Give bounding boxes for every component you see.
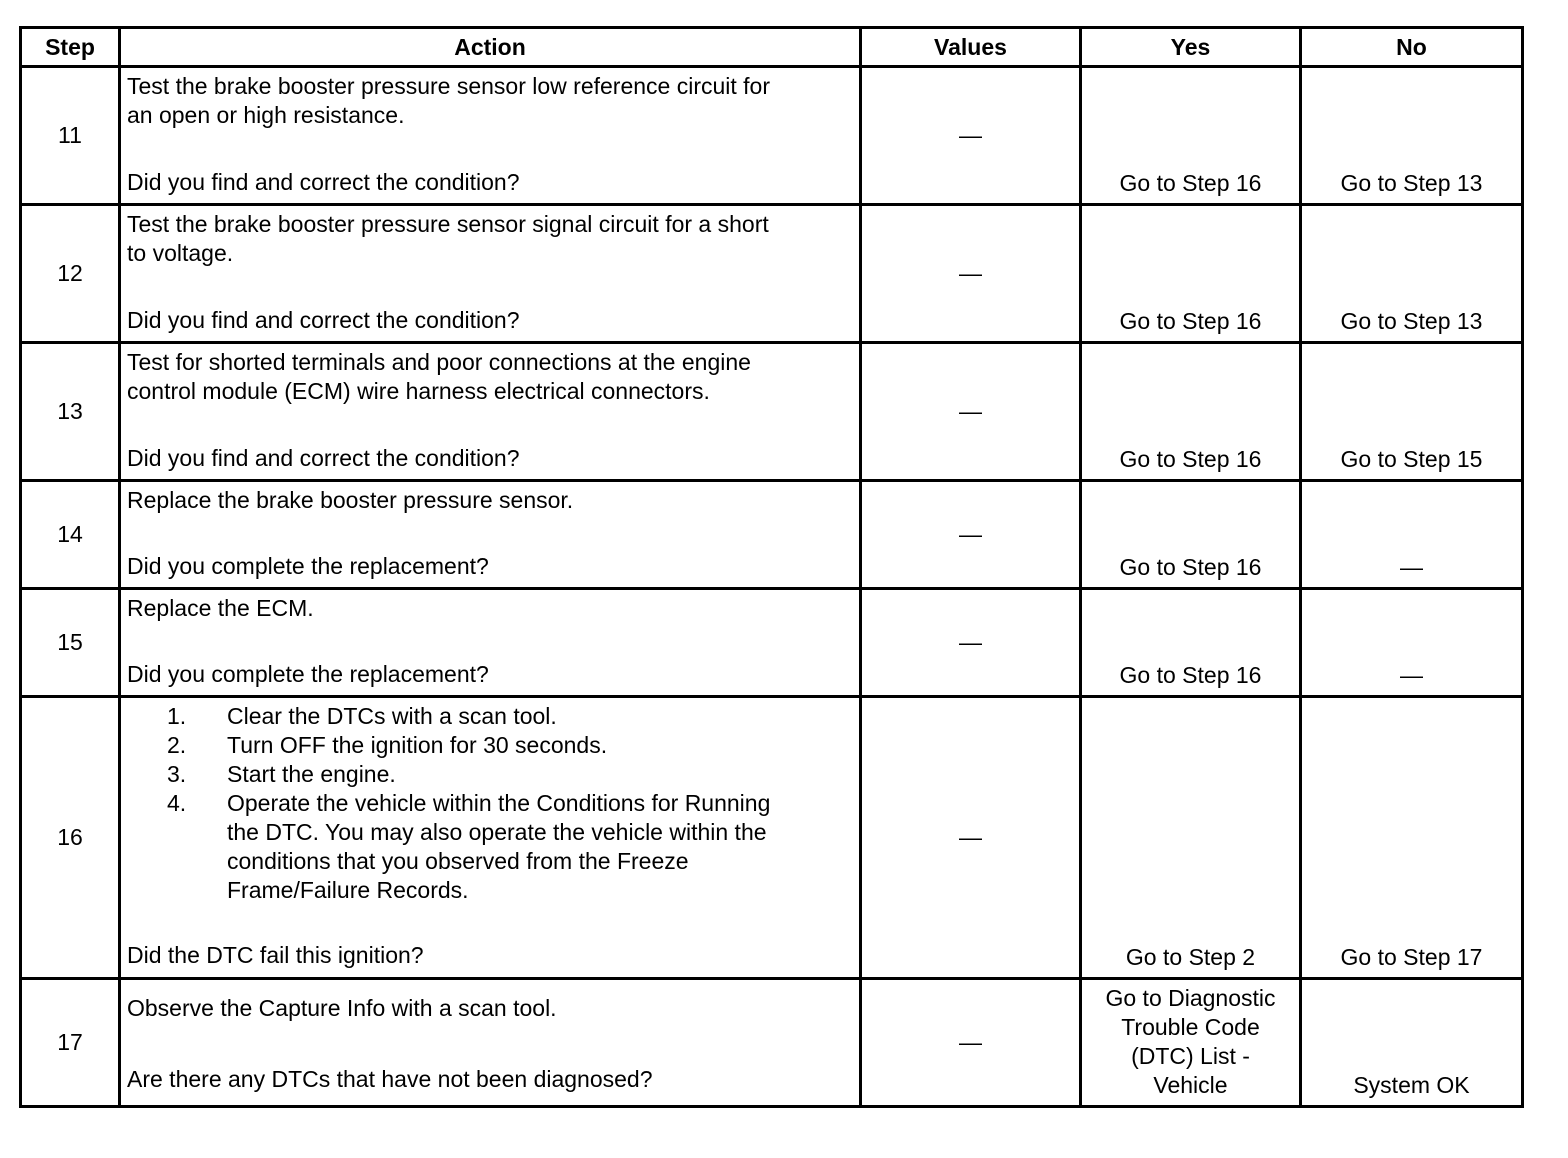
action-text: Test the brake booster pressure sensor signal circuit for a short (127, 211, 769, 237)
values-cell: — (861, 481, 1081, 589)
table-row (21, 589, 1523, 697)
list-item (127, 789, 853, 905)
step-number: 17 (21, 979, 120, 1107)
list-item (127, 760, 853, 789)
yes-text: (DTC) List - (1131, 1043, 1250, 1069)
no-cell: Go to Step 13 (1301, 205, 1523, 343)
table-row (21, 481, 1523, 589)
list-text: Clear the DTCs with a scan tool. (227, 703, 557, 729)
yes-cell: Go to Step 16 (1081, 481, 1301, 589)
list-number: 2. (167, 732, 187, 758)
list-text: Start the engine. (227, 761, 396, 787)
action-text: to voltage. (127, 240, 234, 266)
table-row (21, 979, 1523, 1107)
list-number: 3. (167, 761, 187, 787)
header-values: Values (861, 28, 1081, 67)
header-no: No (1301, 28, 1523, 67)
action-cell (120, 67, 861, 205)
step-number: 12 (21, 205, 120, 343)
table-row (21, 697, 1523, 979)
yes-cell: Go to Step 2 (1081, 697, 1301, 979)
no-cell: Go to Step 17 (1301, 697, 1523, 979)
header-step: Step (21, 28, 120, 67)
action-question: Did you complete the replacement? (127, 553, 489, 579)
values-cell: — (861, 343, 1081, 481)
values-cell: — (861, 697, 1081, 979)
header-action: Action (120, 28, 861, 67)
action-text: Test for shorted terminals and poor connections at the engine (127, 349, 751, 375)
action-text: Replace the ECM. (127, 595, 314, 621)
list-text: Turn OFF the ignition for 30 seconds. (227, 732, 608, 758)
action-cell (120, 343, 861, 481)
no-cell: Go to Step 13 (1301, 67, 1523, 205)
list-number: 4. (167, 790, 187, 816)
list-item (127, 731, 853, 760)
list-text: the DTC. You may also operate the vehicle within the (227, 819, 767, 845)
action-question: Did you find and correct the condition? (127, 169, 520, 195)
step-number: 13 (21, 343, 120, 481)
action-cell (120, 589, 861, 697)
header-row (21, 28, 1523, 67)
table-row (21, 67, 1523, 205)
yes-cell: Go to Step 16 (1081, 589, 1301, 697)
action-question: Are there any DTCs that have not been diagnosed? (127, 1066, 653, 1092)
values-cell: — (861, 205, 1081, 343)
action-cell (120, 205, 861, 343)
table-row (21, 343, 1523, 481)
action-question: Did you complete the replacement? (127, 661, 489, 687)
table-row (21, 205, 1523, 343)
values-cell: — (861, 979, 1081, 1107)
action-text: Observe the Capture Info with a scan tool. (127, 995, 557, 1021)
action-cell (120, 979, 861, 1107)
list-text: Frame/Failure Records. (227, 877, 469, 903)
action-question: Did you find and correct the condition? (127, 307, 520, 333)
no-cell: — (1301, 481, 1523, 589)
yes-cell: Go to Step 16 (1081, 67, 1301, 205)
action-text: an open or high resistance. (127, 102, 405, 128)
no-cell: — (1301, 589, 1523, 697)
list-item (127, 702, 853, 731)
no-cell: System OK (1301, 979, 1523, 1107)
list-text: Operate the vehicle within the Conditions for Running (227, 790, 771, 816)
action-question: Did you find and correct the condition? (127, 445, 520, 471)
yes-text: Vehicle (1153, 1072, 1228, 1098)
header-yes: Yes (1081, 28, 1301, 67)
action-cell (120, 697, 861, 979)
step-number: 14 (21, 481, 120, 589)
yes-cell: Go to Step 16 (1081, 205, 1301, 343)
action-question: Did the DTC fail this ignition? (127, 942, 424, 968)
values-cell: — (861, 67, 1081, 205)
yes-text: Go to Diagnostic (1105, 985, 1276, 1011)
step-number: 16 (21, 697, 120, 979)
action-text: control module (ECM) wire harness electrical connectors. (127, 378, 710, 404)
yes-cell (1081, 979, 1301, 1107)
yes-text: Trouble Code (1121, 1014, 1260, 1040)
step-number: 15 (21, 589, 120, 697)
procedure-list (127, 702, 853, 905)
values-cell: — (861, 589, 1081, 697)
list-number: 1. (167, 703, 187, 729)
action-text: Replace the brake booster pressure sensor. (127, 487, 574, 513)
no-cell: Go to Step 15 (1301, 343, 1523, 481)
action-cell (120, 481, 861, 589)
step-number: 11 (21, 67, 120, 205)
action-text: Test the brake booster pressure sensor low reference circuit for (127, 73, 771, 99)
list-text: conditions that you observed from the Freeze (227, 848, 689, 874)
yes-cell: Go to Step 16 (1081, 343, 1301, 481)
diagnostic-table (19, 26, 1524, 1108)
